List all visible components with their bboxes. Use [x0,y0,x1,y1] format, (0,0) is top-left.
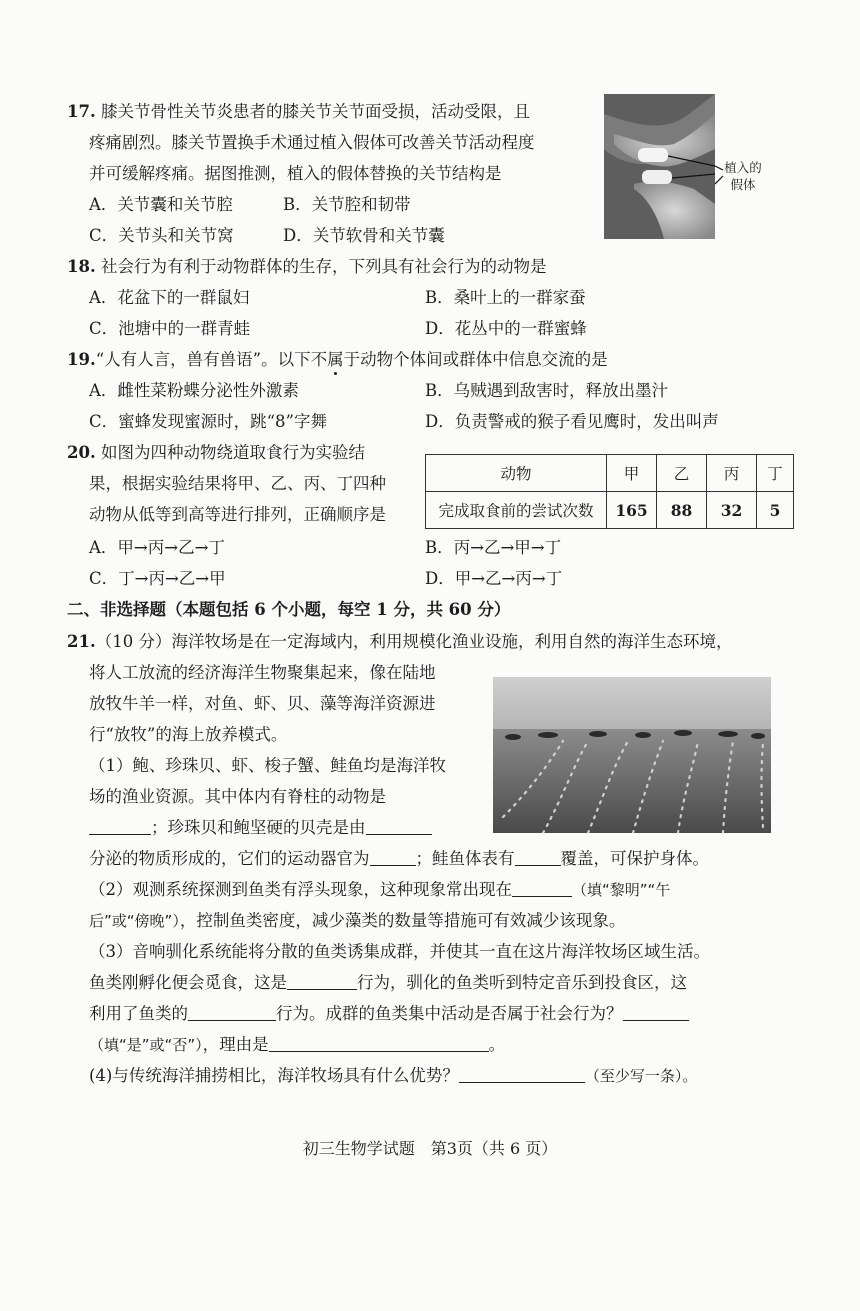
q18-option-b: B．桑叶上的一群家蚕 [425,288,586,307]
table-header-cell: 丁 [757,455,794,492]
q20-line-2: 果，根据实验结果将甲、乙、丙、丁四种 [89,474,386,493]
q21-intro-line-3: 放牧牛羊一样，对鱼、虾、贝、藻等海洋资源进 [89,694,436,713]
q21-intro-line-1: 21.（10 分）海洋牧场是在一定海域内，利用规模化渔业设施，利用自然的海洋生态环境， [67,632,733,651]
q17-line-1: 17. 膝关节骨性关节炎患者的膝关节关节面受损，活动受限，且 [67,102,530,121]
q20-line-1: 20. 如图为四种动物绕道取食行为实验结 [67,443,365,462]
q20-option-d: D．甲→乙→丙→丁 [425,569,563,588]
prosthesis-label: 植入的 假体 [724,160,762,192]
table-header-cell: 动物 [426,455,607,492]
q19-option-a: A．雌性菜粉蝶分泌性外激素 [89,381,299,400]
q17-line-3: 并可缓解疼痛。据图推测，植入的假体替换的关节结构是 [89,164,502,183]
q19-option-d: D．负责警戒的猴子看见鹰时，发出叫声 [425,412,719,431]
q20-option-a: A．甲→丙→乙→丁 [89,538,225,557]
q18-option-c: C．池塘中的一群青蛙 [89,319,251,338]
q19-option-b: B．乌贼遇到敌害时，释放出墨汁 [425,381,669,400]
q17-option-d: D．关节软骨和关节囊 [283,226,445,245]
q21-p3-line-4: （填“是”或“否”），理由是 。 [89,1035,506,1054]
ocean-ranch-photo [493,677,771,833]
q20-data-table [425,454,794,529]
q17-option-a: A．关节囊和关节腔 [89,195,233,214]
q21-p1-line-1: （1）鲍、珍珠贝、虾、梭子蟹、鲑鱼均是海洋牧 [89,756,446,775]
q21-intro-line-2: 将人工放流的经济海洋生物聚集起来，像在陆地 [89,663,436,682]
knee-xray-image [604,94,715,239]
answer-blank[interactable] [623,1004,689,1021]
answer-blank[interactable] [287,973,357,990]
q21-p2-line-1: （2）观测系统探测到鱼类有浮头现象，这种现象常出现在 （填“黎明”“午 [89,880,671,899]
answer-blank[interactable] [370,849,416,866]
q18-option-d: D．花丛中的一群蜜蜂 [425,319,587,338]
q18-stem: 18. 社会行为有利于动物群体的生存，下列具有社会行为的动物是 [67,257,547,276]
q21-p3-line-3: 利用了鱼类的 行为。成群的鱼类集中活动是否属于社会行为？ [89,1003,689,1025]
q19-stem: 19.“人有人言，兽有兽语”。以下不属于动物个体间或群体中信息交流的是 [67,350,608,369]
table-header-cell: 丙 [707,455,757,492]
ocean-ranch-image [493,677,771,833]
answer-blank[interactable] [188,1004,276,1021]
q17-number: 17. [67,102,96,121]
answer-blank[interactable] [366,818,432,835]
table-cell: 完成取食前的尝试次数 [426,492,607,529]
q21-p1-line-2: 场的渔业资源。其中体内有脊柱的动物是 [89,787,386,806]
answer-blank[interactable] [89,818,151,835]
table-cell: 88 [657,492,707,529]
q19-option-c: C．蜜蜂发现蜜源时，跳“8”字舞 [89,412,327,431]
q21-p2-line-2: 后”或“傍晚”），控制鱼类密度，减少藻类的数量等措施可有效减少该现象。 [89,911,626,930]
table-header-cell: 乙 [657,455,707,492]
q21-p3-line-2: 鱼类刚孵化便会觅食，这是 行为，驯化的鱼类听到特定音乐到投食区，这 [89,973,687,992]
table-row [426,492,794,529]
table-cell: 5 [757,492,794,529]
q21-p1-line-4: 分泌的物质形成的，它们的运动器官为 ；鲑鱼体表有 覆盖，可保护身体。 [89,849,709,868]
q21-p1-line-3: ；珍珠贝和鲍坚硬的贝壳是由 [89,817,432,839]
answer-blank[interactable] [459,1066,585,1083]
section-heading: 二、非选择题（本题包括 6 个小题，每空 1 分，共 60 分） [67,600,511,619]
q21-p4-line: (4)与传统海洋捕捞相比，海洋牧场具有什么优势？ （至少写一条）。 [89,1066,698,1085]
table-row [426,455,794,492]
q20-option-c: C．丁→丙→乙→甲 [89,569,226,588]
table-header-cell: 甲 [607,455,657,492]
q17-option-c: C．关节头和关节窝 [89,226,234,245]
table-cell: 32 [707,492,757,529]
q18-option-a: A．花盆下的一群鼠妇 [89,288,250,307]
page-footer: 初三生物学试题 第3页（共 6 页） [302,1139,558,1158]
q17-line-2: 疼痛剧烈。膝关节置换手术通过植入假体可改善关节活动程度 [89,133,535,152]
q21-p3-line-1: （3）音响驯化系统能将分散的鱼类诱集成群，并使其一直在这片海洋牧场区域生活。 [89,942,710,961]
q17-option-b: B．关节腔和韧带 [283,195,411,214]
emphasis-dots: 不属于 [310,350,361,369]
answer-blank[interactable] [512,880,572,897]
table-cell: 165 [607,492,657,529]
answer-blank[interactable] [515,849,561,866]
knee-xray-figure [604,94,715,239]
q20-line-3: 动物从低等到高等进行排列，正确顺序是 [89,505,386,524]
q21-intro-line-4: 行“放牧”的海上放养模式。 [89,725,288,744]
answer-blank[interactable] [269,1035,489,1052]
q20-option-b: B．丙→乙→甲→丁 [425,538,562,557]
